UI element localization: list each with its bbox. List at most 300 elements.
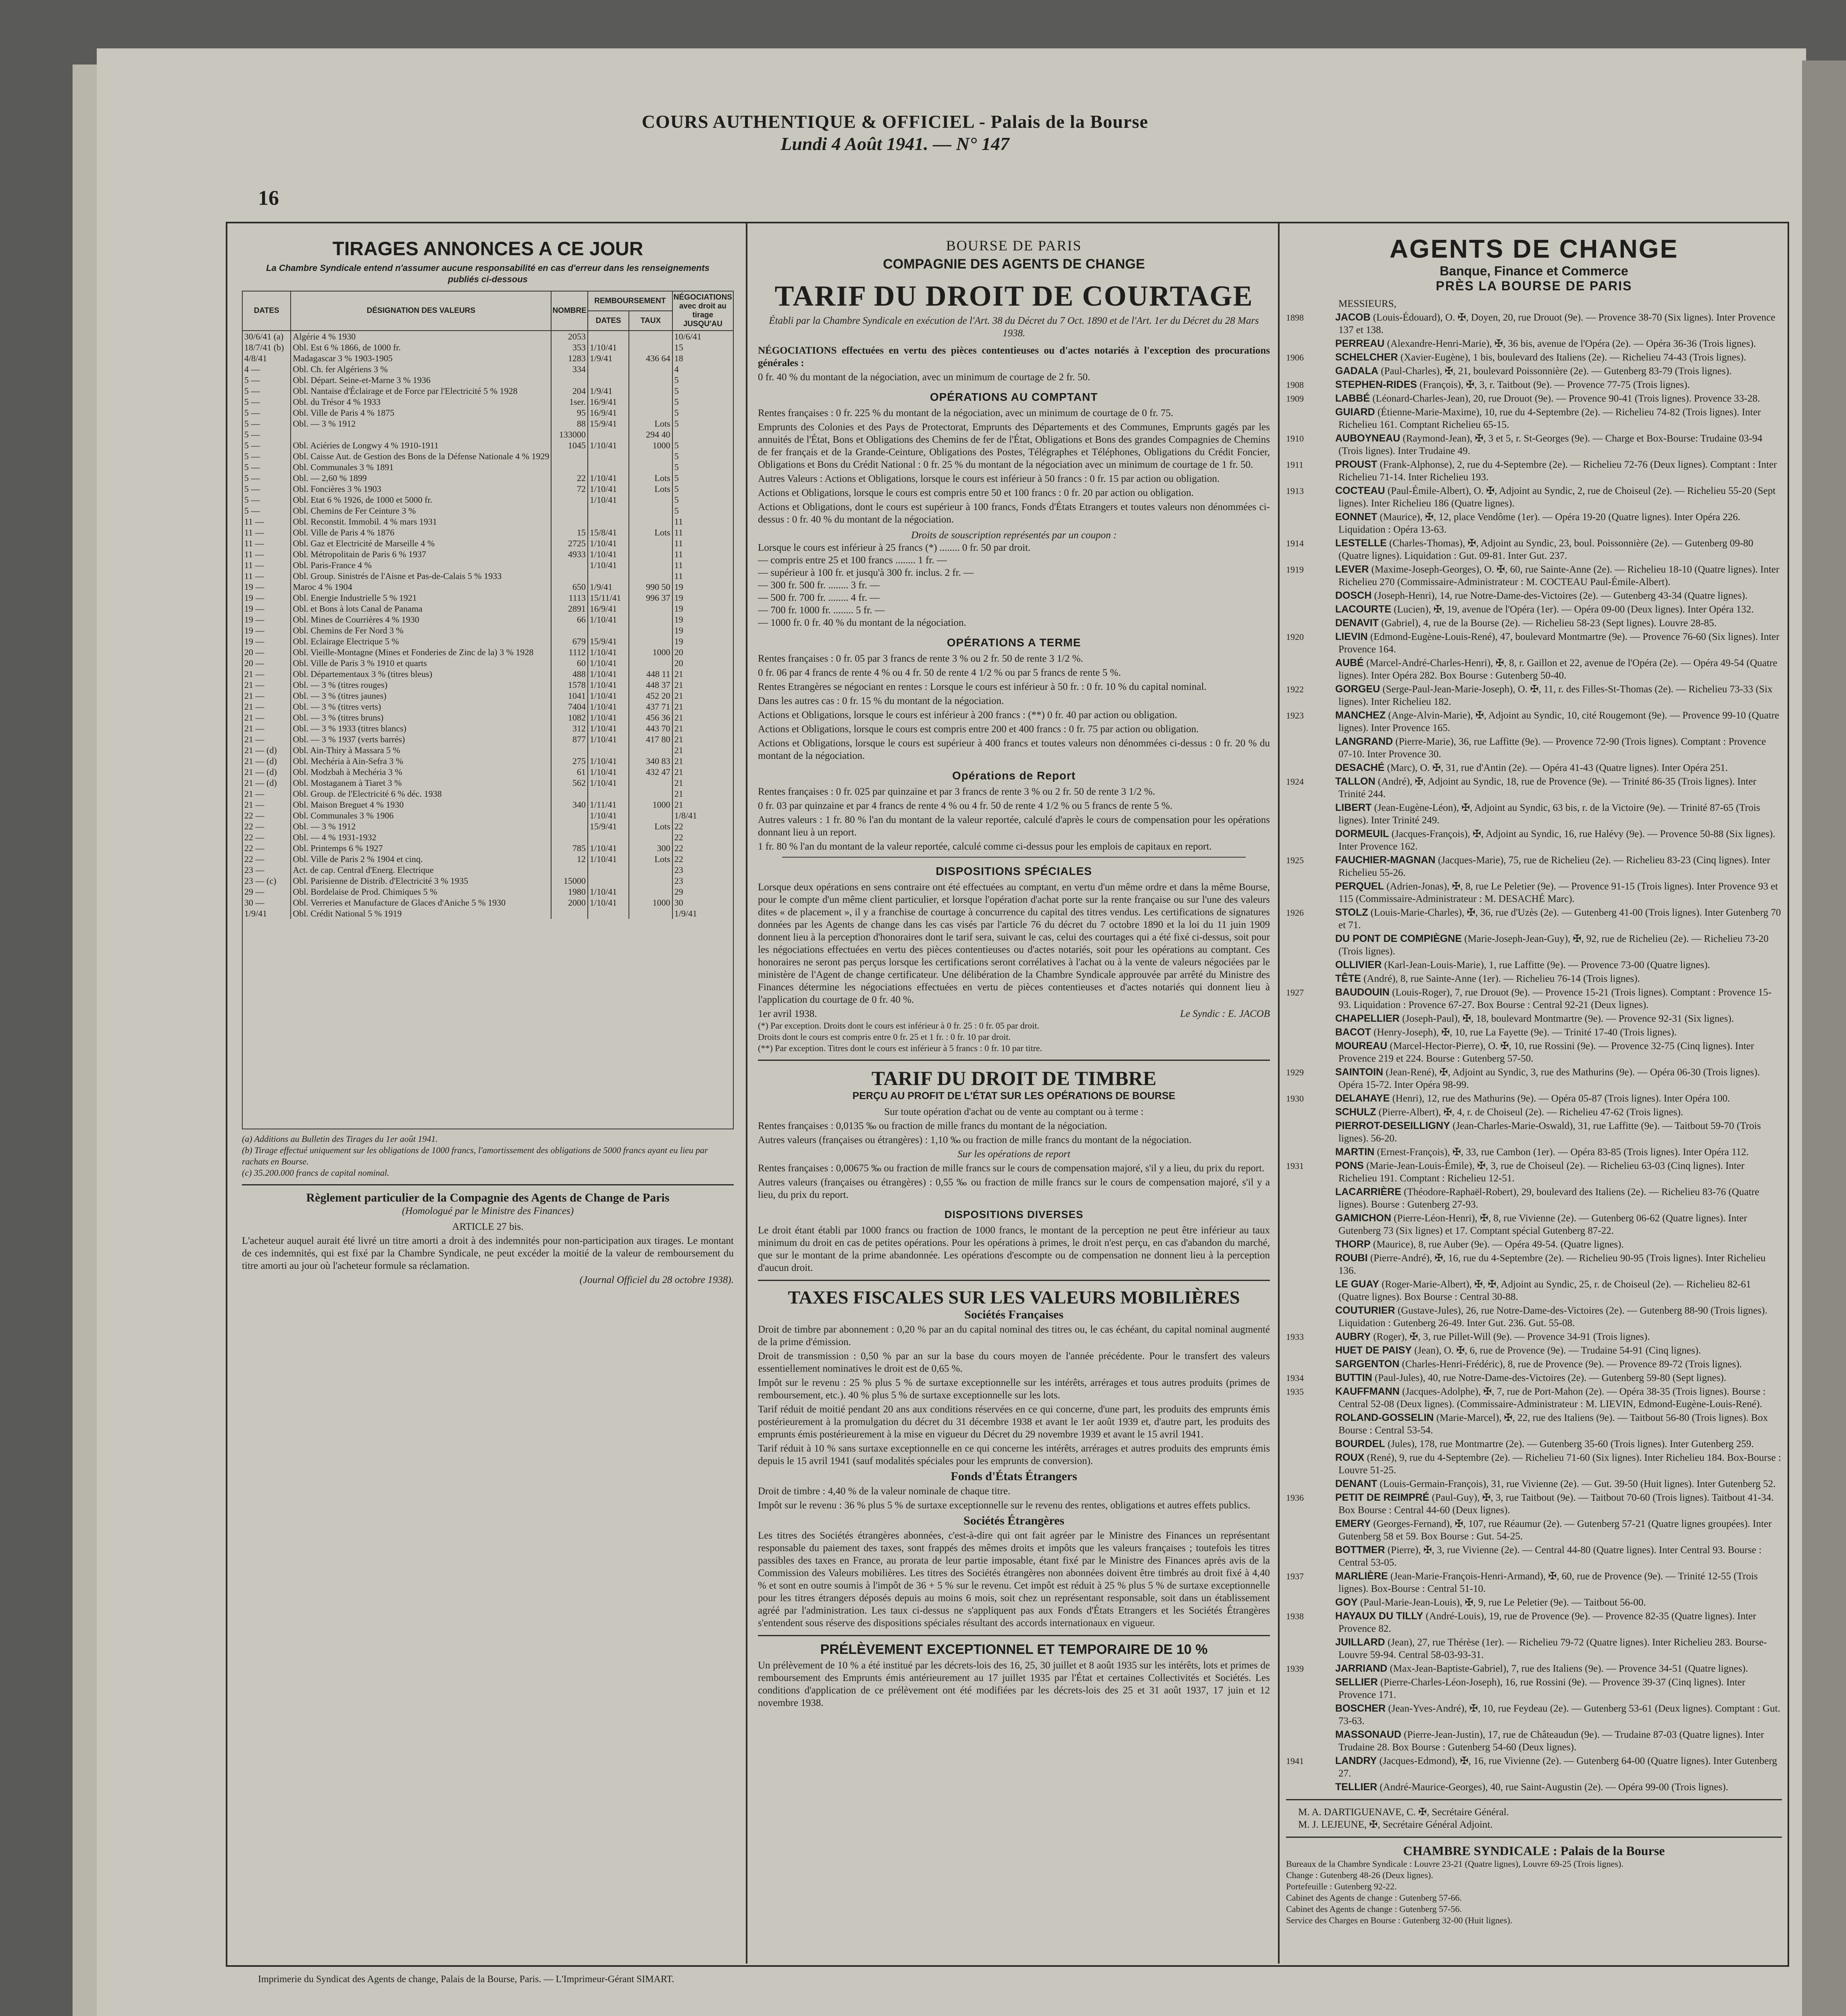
agent-entry [1286,1755,1782,1780]
agent-name: PETIT DE REIMPRÉ [1335,1492,1430,1503]
agent-entry [1286,406,1782,431]
agent-entry [1286,1596,1782,1609]
table-cell: 443 70 [629,723,672,734]
table-cell: 22 — [242,832,291,843]
agent-entry [1286,1478,1782,1490]
table-cell: 15 [672,342,733,353]
table-row [242,756,733,766]
terme-list [758,652,1270,762]
timbre-list [758,1120,1270,1146]
table-cell: 5 [672,505,733,516]
agent-details: (Joseph-Paul), ✠, 18, boulevard Montmartre (9e). — Provence 92-31 (Six lignes). [1402,1013,1734,1024]
table-row [242,331,733,342]
agent-details: (Jean-Marie-François-Henri-Armand), ✠, 60, rue de Provence (9e). — Trinité 12-55 (Trois lignes). Box-Bourse : Central 51-10. [1338,1571,1758,1594]
table-cell: 20 — [242,658,291,669]
agent-details: (Jean-Yves-André), ✠, 10, rue Feydeau (2e). — Gutenberg 53-61 (Deux lignes). Comptant : Gut. 73-63. [1338,1703,1780,1727]
table-row [242,745,733,756]
agent-entry [1286,1092,1782,1105]
agent-name: LIEVIN [1335,631,1368,642]
agent-year: 1930 [1286,1093,1304,1104]
table-cell: Obl. Group. de l'Electricité 6 % déc. 1938 [291,788,551,799]
table-cell: 19 — [242,603,291,614]
agent-entry [1286,617,1782,629]
table-cell: 5 [672,440,733,451]
exception-item: Droits dont le cours est compris entre 0 fr. 25 et 1 fr. : 0 fr. 10 par droit. [758,1032,1011,1042]
table-cell: Obl. Energie Industrielle 5 % 1921 [291,592,551,603]
table-cell: 5 — [242,440,291,451]
table-cell [588,875,629,886]
agent-details: (Raymond-Jean), ✠, 3 et 5, r. St-Georges (9e). — Charge et Box-Bourse: Trudaine 03-94 (Trois lignes). Inter Trudaine 49. [1338,433,1763,456]
agent-details: (Marcel-Hector-Pierre), O. ✠, 10, rue Rossini (9e). — Provence 32-75 (Cinq lignes). Inter Provence 219 et 224. Bourse : Gutenberg 57-50. [1338,1041,1754,1064]
agent-name: GADALA [1335,365,1378,377]
agent-year: 1938 [1286,1611,1304,1621]
table-cell: 11 — [242,516,291,527]
table-cell [629,745,672,756]
table-cell: Obl. Verreries et Manufacture de Glaces d'Aniche 5 % 1930 [291,897,551,908]
table-cell: 23 — [242,864,291,875]
agent-details: (Ange-Alvin-Marie), ✠, Adjoint au Syndic, 10, cité Rougemont (9e). — Provence 99-10 (Quatre lignes). Inter Provence 165. [1338,710,1779,733]
table-cell: 5 — [242,385,291,396]
table-cell: 1/9/41 [588,581,629,592]
table-row [242,418,733,429]
agent-details: (Henri), 12, rue des Mathurins (9e). — Opéra 05-87 (Trois lignes). Inter Opéra 100. [1392,1093,1730,1104]
agent-year: 1914 [1286,538,1304,548]
table-cell: 22 [672,843,733,854]
table-cell [672,429,733,440]
table-cell: 21 — (d) [242,777,291,788]
table-cell: Obl. Gaz et Electricité de Marseille 4 % [291,538,551,549]
table-cell [551,810,587,821]
table-row [242,483,733,494]
table-cell: 1/10/41 [588,560,629,571]
secretaires-list [1286,1806,1782,1831]
societes-francaises-heading: Sociétés Françaises [964,1308,1063,1321]
agent-entry [1286,537,1782,562]
agent-year: 1925 [1286,855,1304,865]
article-source: (Journal Officiel du 28 octobre 1938). [579,1275,734,1285]
note-item: (b) Tirage effectué uniquement sur les obligations de 1000 francs, l'amortissement des obligations de 5000 francs ayant eu lieu par rachats en Bourse. [242,1145,708,1166]
table-cell [588,429,629,440]
agent-entry [1286,511,1782,536]
table-row [242,636,733,647]
agent-entry [1286,432,1782,457]
table-cell: Obl. — 3 % 1912 [291,821,551,832]
agent-details: (Charles-Henri-Frédéric), 8, rue de Provence (9e). — Provence 89-72 (Trois lignes). [1402,1359,1742,1370]
terme-item: Actions et Obligations, lorsque le cours est inférieur à 200 francs : (**) 0 fr. 40 par action ou obligation. [758,710,1178,721]
table-cell: Obl. Foncières 3 % 1903 [291,483,551,494]
agent-name: COUTURIER [1335,1305,1395,1316]
table-cell: 1/9/41 [672,908,733,919]
table-row [242,777,733,788]
table-cell: 1/10/41 [588,538,629,549]
agent-entry [1286,311,1782,336]
table-cell [551,908,587,919]
negociations-rate: 0 fr. 40 % du montant de la négociation, avec un minimum de courtage de 2 fr. 50. [758,372,1091,383]
table-cell: 21 — [242,701,291,712]
note-item: (a) Additions au Bulletin des Tirages du 1er août 1941. [242,1134,438,1144]
table-cell: 21 — [242,690,291,701]
agent-entry [1286,933,1782,958]
agent-name: MARLIÈRE [1335,1570,1388,1582]
table-cell: 1/8/41 [672,810,733,821]
agent-details: (Roger), ✠, 3, rue Pillet-Will (9e). — Provence 34-91 (Trois lignes). [1373,1331,1650,1342]
secretaire-item: M. J. LEJEUNE, ✠, Secrétaire Général Adjoint. [1298,1819,1493,1830]
table-cell: Obl. Bordelaise de Prod. Chimiques 5 % [291,886,551,897]
agent-details: (Roger-Marie-Albert), ✠, ✠, Adjoint au Syndic, 25, r. de Choiseul (2e). — Richelieu 82-61 (Quatre lignes). Box Bourse : Central 30-88. [1338,1279,1751,1302]
terme-item: Actions et Obligations, lorsque le cours est compris entre 200 et 400 francs : 0 fr. 75 par action ou obligation. [758,724,1199,735]
table-cell: Obl. Vieille-Montagne (Mines et Fonderies de Zinc de la) 3 % 1928 [291,647,551,658]
agent-entry [1286,1570,1782,1595]
table-cell: 19 [672,603,733,614]
table-cell: 11 [672,538,733,549]
agent-year: 1926 [1286,908,1304,918]
table-cell [588,516,629,527]
chambre-item: Service des Charges en Bourse : Gutenberg 32-00 (Huit lignes). [1286,1915,1513,1925]
table-cell: 448 11 [629,669,672,679]
agent-name: LE GUAY [1335,1279,1379,1290]
report-heading: Opérations de Report [952,769,1076,782]
table-row [242,396,733,407]
table-cell: Obl. — 2,60 % 1899 [291,473,551,483]
agent-name: PERQUEL [1335,881,1384,892]
table-cell: 334 [551,364,587,375]
agent-name: ROUBI [1335,1252,1368,1264]
agent-details: (Jean-Eugène-Léon), ✠, Adjoint au Syndic, 63 bis, r. de la Victoire (9e). — Trinité 87-65 (Trois lignes). Inter Trinité 249. [1338,802,1761,826]
table-cell: Obl. Group. Sinistrés de l'Aisne et Pas-de-Calais 5 % 1933 [291,571,551,581]
table-row [242,723,733,734]
agent-entry [1286,1252,1782,1277]
terme-heading: OPÉRATIONS A TERME [947,636,1081,649]
table-cell: 1/10/41 [588,886,629,897]
table-cell: Act. de cap. Central d'Energ. Electrique [291,864,551,875]
table-cell [629,396,672,407]
table-cell: Obl. Modzbah à Mechéria 3 % [291,766,551,777]
timbre-report-item: Autres valeurs (françaises ou étrangères) : 0,55 ‰ ou fraction de mille francs sur le cours de compensation majoré, s'il y a lieu, du prix du report. [758,1177,1270,1200]
table-row [242,505,733,516]
table-cell: 312 [551,723,587,734]
table-cell: 4/8/41 [242,353,291,364]
agent-year: 1910 [1286,433,1304,444]
agent-name: AUBRY [1335,1331,1371,1342]
table-cell: 1113 [551,592,587,603]
table-cell: 1/10/41 [588,701,629,712]
agent-entry [1286,1026,1782,1039]
table-cell: 19 [672,592,733,603]
agent-details: (Pierre-Jean-Justin), 17, rue de Châteaudun (9e). — Trudaine 87-03 (Quatre lignes). Inter Trudaine 28. Box Bourse : Gutenberg 54-60 (Deux lignes). [1338,1729,1764,1753]
agent-details: (Paul-Marie-Jean-Louis), ✠, 9, rue Le Peletier (9e). — Taitbout 56-00. [1360,1597,1646,1608]
table-cell: Lots [629,854,672,864]
exception-item: (**) Par exception. Titres dont le cours est inférieur à 5 francs : 0 fr. 10 par titre. [758,1043,1043,1053]
divider [782,857,1246,858]
agent-name: GORGEU [1335,683,1380,695]
table-cell [629,875,672,886]
table-cell: 19 — [242,581,291,592]
table-cell [551,571,587,581]
table-cell: 2053 [551,331,587,342]
terme-item: Actions et Obligations, lorsque le cours est supérieur à 400 francs et toutes valeurs non dénommées ci-dessus : 0 fr. 20 % du montant de la négociation. [758,738,1270,761]
table-cell: Obl. Ville de Paris 2 % 1904 et cinq. [291,854,551,864]
agent-name: MANCHEZ [1335,710,1386,721]
agent-details: (Marie-Jean-Louis-Émile), ✠, 3, rue de Choiseul (2e). — Richelieu 63-03 (Cinq lignes). Inter Richelieu 191. Comptant : Richelieu 12-51. [1338,1160,1745,1184]
table-row [242,385,733,396]
table-cell: 23 [672,875,733,886]
agent-entry [1286,603,1782,616]
agent-details: (Jacques-Marie), 75, rue de Richelieu (2e). — Richelieu 83-23 (Cinq lignes). Inter Richelieu 55-26. [1338,855,1770,878]
agent-entry [1286,1238,1782,1251]
agent-name: OLLIVIER [1335,959,1382,971]
table-cell: 5 [672,407,733,418]
table-row [242,538,733,549]
agent-name: LACARRIÈRE [1335,1186,1401,1198]
tirages-table [242,291,734,919]
table-blank-area [242,919,734,1129]
table-cell: 22 — [242,843,291,854]
table-cell: 16/9/41 [588,396,629,407]
agent-entry [1286,735,1782,760]
timbre-subtitle: PERÇU AU PROFIT DE L'ÉTAT SUR LES OPÉRATIONS DE BOURSE [852,1090,1176,1102]
etrangeres-text: Les titres des Sociétés étrangères abonnées, c'est-à-dire qui ont fait agréer par le Ministre des Finances un représentant responsable du paiement des taxes, sont frappés des mêmes droits et impôts que les valeurs françaises ; toutefois les titres passibles des taxes en France, au prorata de leur partie imposable, étant fixé par le Ministre des Finances après avis de la Commission des Valeurs mobilières. Les titres des Sociétés étrangères non abonnées doivent être timbrés au droit fixé à 4,40 % et sont en outre soumis à l'impôt de 36 + 5 % sur le revenu. Cet impôt est réduit à 25 % plus 5 % de surtaxe exceptionnelle pour les titres étrangers déposés depuis au moins 6 mois, soit chez un représentant responsable, soit dans un établissement agréé par l'administration. Les taux ci-dessus ne s'appliquent pas aux Fonds d'États Etrangers et les Sociétés Étrangères s'entendent sous réserve des dispositions spéciales résultant des accords internationaux en vigueur. [758,1530,1270,1629]
agent-name: LESTELLE [1335,537,1387,549]
table-cell: 1/10/41 [588,658,629,669]
article-text: L'acheteur auquel aurait été livré un titre amorti a droit à des indemnités pour non-participation aux tirages. Le montant de ces indemnités, qui est fixé par la Chambre Syndicale, ne peut excéder la moitié de la valeur de remboursement du titre amorti au jour où l'acheteur formule sa réclamation. [242,1235,734,1271]
agent-details: (Pierre-Albert), ✠, 4, r. de Choiseul (2e). — Richelieu 47-62 (Trois lignes). [1378,1107,1683,1118]
table-cell: 5 — [242,494,291,505]
table-cell [629,658,672,669]
timbre-item: Rentes françaises : 0,0135 ‰ ou fraction de mille francs du montant de la négociation. [758,1120,1107,1131]
agent-entry [1286,1146,1782,1158]
table-cell: 88 [551,418,587,429]
agent-year: 1927 [1286,987,1304,998]
table-cell: 2891 [551,603,587,614]
note-item: (c) 35.200.000 francs de capital nominal. [242,1168,389,1178]
table-cell: 12 [551,854,587,864]
table-cell [629,636,672,647]
table-cell [551,505,587,516]
comptant-item: Actions et Obligations, dont le cours est supérieur à 100 francs, Fonds d'États Etrangers et toutes valeurs non dénommées ci-dessus : 0 fr. 40 % du montant de la négociation. [758,502,1270,525]
table-row [242,462,733,473]
agent-entry [1286,1491,1782,1516]
agent-entry [1286,1106,1782,1118]
table-cell [588,571,629,581]
table-cell: 21 — [242,679,291,690]
agent-entry [1286,959,1782,971]
table-row [242,679,733,690]
table-cell: 11 — [242,538,291,549]
table-cell: 21 — [242,723,291,734]
table-cell: 95 [551,407,587,418]
agent-name: PIERROT-DESEILLIGNY [1335,1120,1450,1131]
comptant-item: Emprunts des Colonies et des Pays de Protectorat, Emprunts des Départements et des Communes, Emprunts gagés par les annuités de l'État, Bons et Obligations des Chemins de fer de l'État, Obligations et Bons des grandes Compagnies de Chemins de fer français et de la Grande-Ceinture, Obligations des Postes, Télégraphes et Téléphones, Obligations du Crédit Foncier, Obligations et Bons du Crédit National : 0 fr. 25 % du montant de la négociation avec un minimum de courtage de 1 fr. 50. [758,422,1270,470]
table-cell [588,331,629,342]
table-row [242,440,733,451]
chambre-item: Cabinet des Agents de change : Gutenberg 57-56. [1286,1904,1462,1914]
prelevement-title: PRÉLÈVEMENT EXCEPTIONNEL ET TEMPORAIRE DE 10 % [820,1642,1208,1657]
table-cell: Obl. — 3 % (titres rouges) [291,679,551,690]
reglement-subtitle: (Homologué par le Ministre des Finances) [402,1206,574,1216]
divider [242,1184,734,1185]
table-cell [551,560,587,571]
table-cell: Obl. Départementaux 3 % (titres bleus) [291,669,551,679]
agent-name: STOLZ [1335,907,1368,918]
table-cell: 785 [551,843,587,854]
agent-name: BACOT [1335,1027,1371,1038]
table-cell: 1000 [629,647,672,658]
agent-details: (Joseph-Henri), 14, rue Notre-Dame-des-Victoires (2e). — Gutenberg 43-34 (Quatre lignes). [1374,590,1748,601]
droit-item: — 1000 fr. 0 fr. 40 % du montant de la négociation. [758,617,966,628]
table-cell: 340 [551,799,587,810]
agent-details: (Pierre-Charles-Léon-Joseph), 16, rue Rossini (9e). — Provence 39-37 (Cinq lignes). Inter Provence 171. [1338,1677,1746,1700]
agents-subtitle-2: PRÈS LA BOURSE DE PARIS [1436,279,1632,293]
table-cell: Obl. Ville de Paris 4 % 1875 [291,407,551,418]
agent-details: (Alexandre-Henri-Marie), ✠, 36 bis, avenue de l'Opéra (2e). — Opéra 36-36 (Trois lignes). [1387,338,1756,349]
agent-name: SCHELCHER [1335,352,1398,363]
agent-details: (Maurice), 8, rue Auber (9e). — Opéra 49-54. (Quatre lignes). [1373,1239,1624,1250]
table-cell [629,342,672,353]
table-cell [588,505,629,516]
agent-entry [1286,1385,1782,1410]
table-cell: 452 20 [629,690,672,701]
table-cell [588,625,629,636]
taxe-item: Tarif réduit de moitié pendant 20 ans aux conditions réservées en ce qui concerne, d'une part, les produits des emprunts émis postérieurement à la promulgation du décret du 31 décembre 1938 et avant le 1er août 1939 et, d'autre part, les produits des emprunts émis postérieurement à la mise en vigueur du Décret du 29 novembre 1939 et avant le 15 avril 1941. [758,1404,1270,1440]
table-cell: 5 [672,396,733,407]
table-cell: Obl. — 3 % (titres jaunes) [291,690,551,701]
agent-name: DU PONT DE COMPIÈGNE [1335,933,1462,944]
agent-details: (Jules), 178, rue Montmartre (2e). — Gutenberg 35-60 (Trois lignes). Inter Gutenberg 259. [1387,1439,1754,1450]
etats-item: Impôt sur le revenu : 36 % plus 5 % de surtaxe exceptionnelle sur le revenu des rentes, obligations et autres effets publics. [758,1500,1251,1511]
table-cell: 15 [551,527,587,538]
table-cell: 1/11/41 [588,799,629,810]
agent-entry [1286,1676,1782,1701]
table-cell: 1/10/41 [588,342,629,353]
table-cell: 11 [672,571,733,581]
table-cell: Obl. Départ. Seine-et-Marne 3 % 1936 [291,375,551,385]
table-cell: 21 [672,679,733,690]
table-cell: Obl. Mines de Courrières 4 % 1930 [291,614,551,625]
agent-entry [1286,1662,1782,1675]
printer-footer: Imprimerie du Syndicat des Agents de change, Palais de la Bourse, Paris. — L'Imprimeur-Gérant SIMART. [258,1974,674,1985]
table-cell: 562 [551,777,587,788]
prelevement-text: Un prélèvement de 10 % a été institué par les décrets-lois des 16, 25, 30 juillet et 8 août 1935 sur les intérêts, lots et primes de remboursement des Emprunts émis antérieurement au 17 juillet 1935 par l'État et certaines Collectivités et Sociétés. Les conditions d'application de ce prélèvement ont été modifiées par les décrets-lois des 25 et 31 août 1937, 17 juin et 12 novembre 1938. [758,1660,1270,1708]
table-cell [588,832,629,843]
comptant-list [758,407,1270,526]
table-cell [551,864,587,875]
report-list [758,785,1270,853]
table-cell: 22 [672,832,733,843]
table-row [242,766,733,777]
agent-name: KAUFFMANN [1335,1386,1400,1397]
agent-year: 1909 [1286,394,1304,404]
agent-year: 1922 [1286,684,1304,694]
agent-year: 1933 [1286,1332,1304,1342]
agents-subtitle: Banque, Finance et Commerce [1440,264,1628,278]
agent-entry [1286,1304,1782,1329]
table-cell: 16/9/41 [588,603,629,614]
agent-name: COCTEAU [1335,485,1385,496]
table-cell [629,538,672,549]
agent-entry [1286,589,1782,602]
table-cell: 20 [672,647,733,658]
table-cell: 21 — [242,734,291,745]
exception-item: (*) Par exception. Droits dont le cours est inférieur à 0 fr. 25 : 0 fr. 05 par droit. [758,1020,1039,1031]
table-cell: 21 — (d) [242,756,291,766]
agent-entry [1286,1331,1782,1343]
table-cell [629,451,672,462]
agent-details: (Louis-Roger), 7, rue Drouot (9e). — Provence 15-21 (Trois lignes). Comptant : Provence 15-93. Liquidation : Provence 67-27. Box Bourse : Central 92-21 (Deux lignes). [1338,987,1772,1010]
agent-name: MOUREAU [1335,1040,1388,1052]
messieurs-label: MESSIEURS, [1338,298,1396,309]
agent-name: AUBOYNEAU [1335,433,1401,444]
timbre-report-heading: Sur les opérations de report [957,1149,1070,1160]
table-cell: 275 [551,756,587,766]
table-cell: 5 [672,473,733,483]
table-cell: 437 71 [629,701,672,712]
table-cell: 1000 [629,897,672,908]
agent-name: LANGRAND [1335,736,1393,747]
table-cell: 1/10/41 [588,854,629,864]
table-row [242,571,733,581]
tarif-date: 1er avril 1938. [758,1008,817,1019]
table-row [242,886,733,897]
agent-entry [1286,1702,1782,1727]
table-row [242,854,733,864]
divider [758,1060,1270,1061]
table-cell: 5 [672,375,733,385]
droits-heading: Droits de souscription représentés par un coupon : [911,530,1117,541]
table-cell: Obl. — 3 % (titres verts) [291,701,551,712]
table-cell: 1000 [629,440,672,451]
agent-name: AUBÉ [1335,657,1364,669]
droit-item: — 500 fr. 700 fr. ........ 4 fr. — [758,592,880,603]
agent-name: THORP [1335,1239,1371,1250]
chambre-item: Change : Gutenberg 48-26 (Deux lignes). [1286,1870,1433,1880]
table-cell: Obl. Ain-Thiry à Massara 5 % [291,745,551,756]
table-row [242,734,733,745]
table-cell [629,516,672,527]
table-cell: Madagascar 3 % 1903-1905 [291,353,551,364]
agent-details: (Paul-Émile-Albert), O. ✠, Adjoint au Syndic, 2, rue de Choiseul (2e). — Richelieu 55-20 (Sept lignes). Inter Richelieu 186 (Quatre lignes). [1338,485,1776,509]
agent-name: TALLON [1335,776,1376,787]
table-cell: 877 [551,734,587,745]
table-cell: 1/10/41 [588,843,629,854]
agent-entry [1286,1610,1782,1635]
report-item: Autres valeurs : 1 fr. 80 % l'an du montant de la valeur reportée, calculé d'après le cours de compensation pour les opérations donnant lieu à un report. [758,814,1270,838]
table-cell: 1000 [629,799,672,810]
table-cell: 16/9/41 [588,407,629,418]
agent-list [1286,311,1782,1793]
agent-entry [1286,828,1782,853]
table-row [242,875,733,886]
tirages-title: TIRAGES ANNONCES A CE JOUR [332,238,643,260]
table-cell: Obl. Parisienne de Distrib. d'Electricité 3 % 1935 [291,875,551,886]
table-cell: 11 — [242,527,291,538]
table-cell: Obl. Maison Breguet 4 % 1930 [291,799,551,810]
agent-details: (Louis-Germain-François), 31, rue Vivienne (2e). — Gut. 39-50 (Huit lignes). Inter Gutenberg 52. [1380,1479,1776,1489]
table-cell: Lots [629,473,672,483]
agent-name: DENANT [1335,1478,1378,1489]
tirages-column [242,226,734,1286]
table-cell: 1/9/41 [588,385,629,396]
agents-column [1286,226,1782,1926]
table-row [242,647,733,658]
agent-name: ROUX [1335,1452,1365,1463]
table-row [242,832,733,843]
agent-details: (Léonard-Charles-Jean), 20, rue Drouot (9e). — Provence 90-41 (Trois lignes). Provence 33-28. [1372,393,1760,404]
table-cell: 21 [672,734,733,745]
table-row [242,669,733,679]
table-cell: 5 [672,451,733,462]
agent-entry [1286,1781,1782,1793]
table-cell: 21 — (d) [242,766,291,777]
